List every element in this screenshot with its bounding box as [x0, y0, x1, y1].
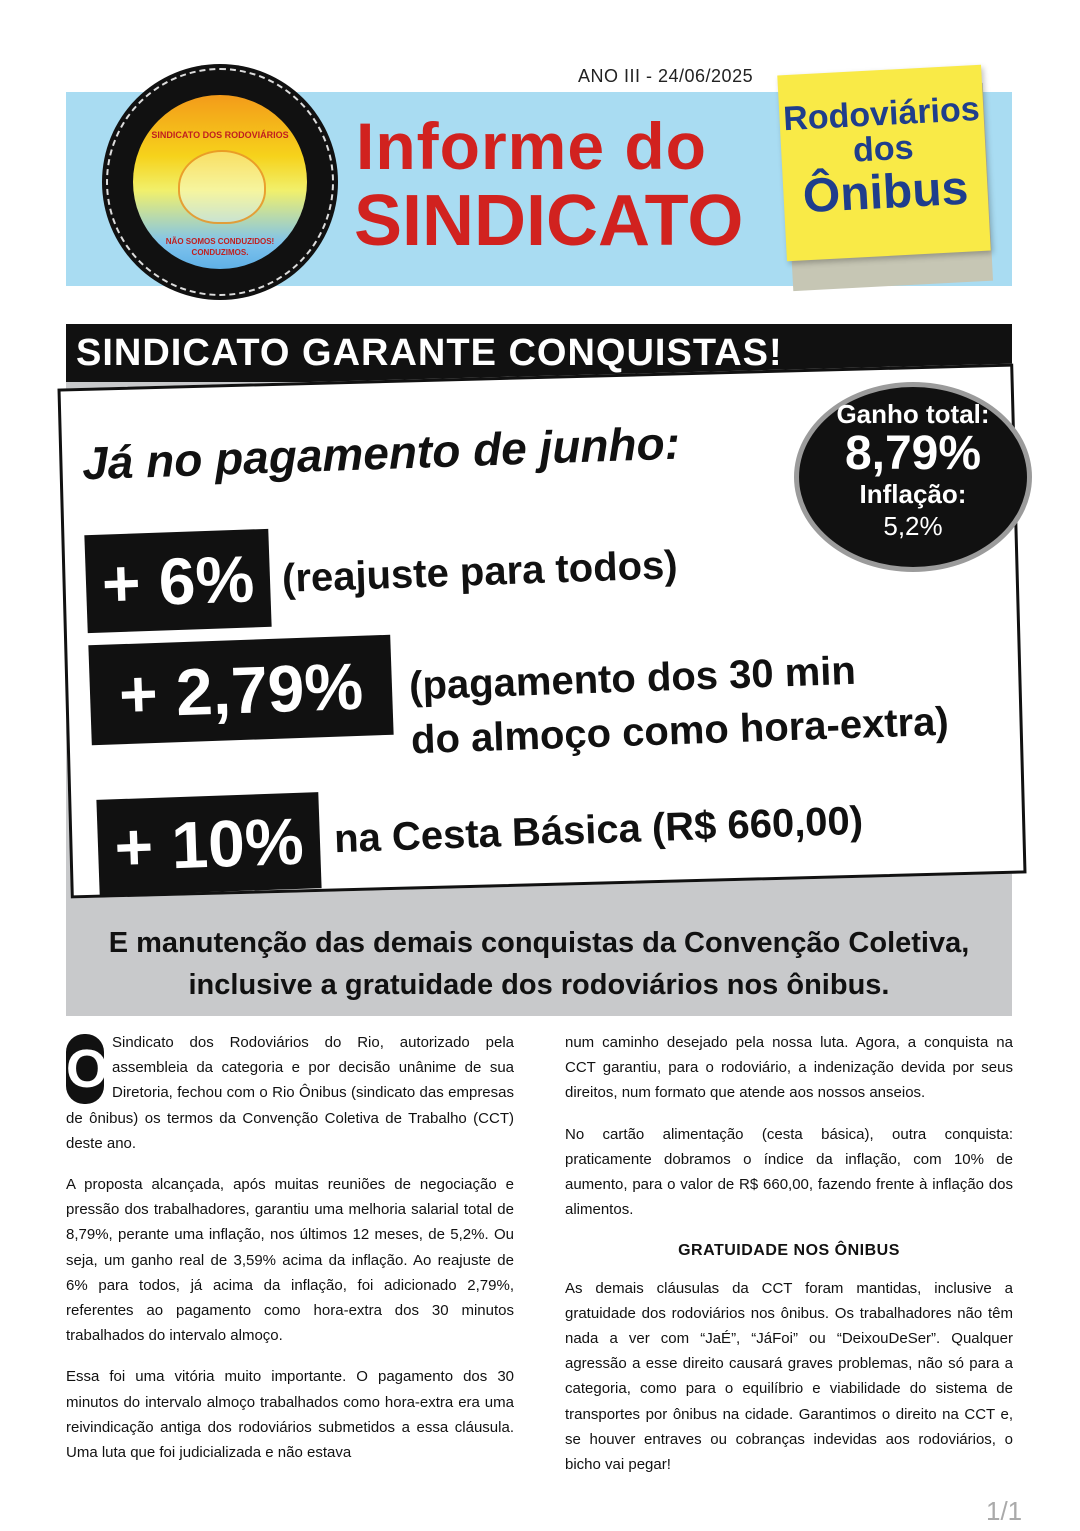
item2-value: + 2,79% [88, 635, 393, 745]
maintenance-note [66, 922, 1012, 1006]
logo-slogan [150, 236, 290, 258]
item3-value: + 10% [96, 792, 321, 896]
maintenance-line1: E manutenção das demais conquistas da Convenção Coletiva, [108, 927, 970, 959]
logo-slogan-line1: NÃO SOMOS CONDUZIDOS! [165, 237, 275, 246]
sticky-line2: dos [852, 128, 915, 170]
paragraph-3: Essa foi uma vitória muito importante. O pagamento dos 30 minutos do intervalo almoço trabalhados como hora-extra era uma reivindicação antiga dos rodoviários submetidos a essa cláusula. Uma luta que foi judicializada e não estava [66, 1368, 514, 1462]
item3-desc: na Cesta Básica (R$ 660,00) [333, 798, 864, 862]
sticky-note [777, 65, 990, 261]
card-lead: Já no pagamento de junho: [81, 416, 681, 490]
total-gain-label: Ganho total: [836, 399, 990, 429]
paragraph-4: num caminho desejado pela nossa luta. Agora, a conquista na CCT garantiu, para o rodoviário, a indenização devida por seus direitos, num formato que atende aos nossos anseios. [565, 1034, 1013, 1102]
title-line2: SINDICATO [354, 181, 744, 261]
lion-icon [178, 150, 266, 224]
sticky-line3: Ônibus [801, 161, 970, 224]
body-column-1 [66, 1030, 514, 1481]
item1-value: + 6% [84, 529, 271, 633]
logo-slogan-line2: CONDUZIMOS. [191, 248, 249, 257]
logo-name: SINDICATO DOS RODOVIÁRIOS [151, 130, 289, 140]
item2-desc [408, 641, 949, 768]
paragraph-2: A proposta alcançada, após muitas reuniões de negociação e pressão dos trabalhadores, garantiu uma melhoria salarial total de 8,79%, perante uma inflação, nos últimos 12 meses, de 5,2%. Ou seja, um ganho real de 3,59% acima da inflação. Ao reajuste de 6% para todos, já acima da inflação, foi adicionado 2,79%, referentes ao pagamento como hora-extra dos 30 minutos trabalhados do intervalo almoço. [66, 1176, 514, 1345]
issue-date: ANO III - 24/06/2025 [578, 66, 754, 86]
inflation-value: 5,2% [883, 511, 943, 541]
paragraph-5: No cartão alimentação (cesta básica), outra conquista: praticamente dobramos o índice da inflação, com 10% de aumento, para o valor de R$ 660,00, fazendo frente à inflação dos alimentos. [565, 1125, 1013, 1219]
sticky-line1: Rodoviários [782, 89, 981, 139]
paragraph-1 [66, 1030, 514, 1156]
page-indicator: 1/1 [986, 1496, 1023, 1526]
item1-desc: (reajuste para todos) [281, 543, 679, 601]
drop-cap: O [66, 1034, 104, 1104]
inflation-label: Inflação: [859, 479, 967, 509]
title-line1: Informe do [356, 109, 707, 183]
paragraph-1-text: Sindicato dos Rodoviários do Rio, autorizado pela assembleia da categoria e por decisão unânime de sua Diretoria, fechou com o Rio Ônibus (sindicato das empresas de ônibus) os termos da Convenção Coletiva de Trabalho (CCT) deste ano. [66, 1034, 514, 1152]
headline: SINDICATO GARANTE CONQUISTAS! [66, 324, 1012, 382]
maintenance-line2: inclusive a gratuidade dos rodoviários nos ônibus. [188, 969, 890, 1001]
item2-desc-line2: do almoço como hora-extra) [410, 699, 950, 763]
total-gain-badge [794, 382, 1032, 572]
body-column-2 [565, 1030, 1013, 1493]
total-gain-value: 8,79% [844, 427, 982, 480]
item2-desc-line1: (pagamento dos 30 min [408, 648, 857, 709]
section-subhead: GRATUIDADE NOS ÔNIBUS [678, 1242, 900, 1260]
paragraph-6: As demais cláusulas da CCT foram mantidas, inclusive a gratuidade dos rodoviários nos ônibus. Os trabalhadores não têm nada a ver com “JaÉ”, “JáFoi” ou “DeixouDeSer”. Qualquer agressão a esse direito causará graves problemas, não só para a categoria, como para o equilíbrio e viabilidade do sistema de transportes por ônibus na cidade. Garantimos o direito na CCT e, se houver entraves ou cobranças indevidas aos rodoviários, o bicho vai pegar! [565, 1279, 1013, 1474]
